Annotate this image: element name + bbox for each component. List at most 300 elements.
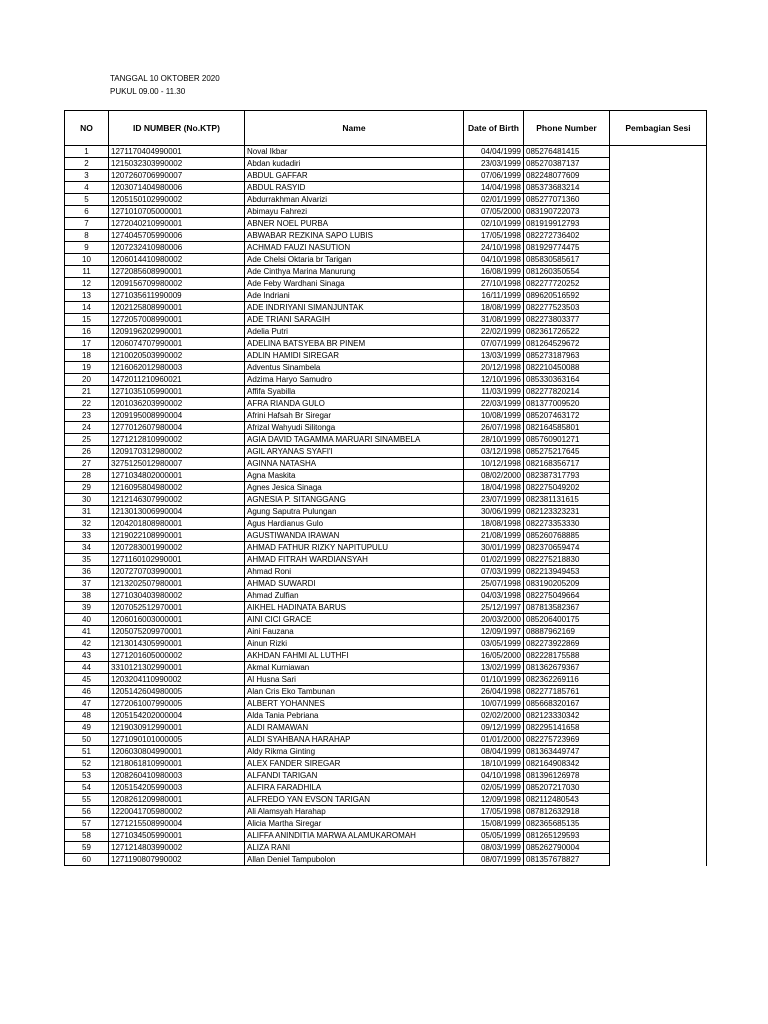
row-number: 54 — [65, 782, 109, 794]
row-phone-number: 082277820214 — [524, 386, 610, 398]
row-phone-number: 082248077609 — [524, 170, 610, 182]
row-number: 13 — [65, 290, 109, 302]
row-pembagian-sesi — [610, 158, 707, 170]
row-date-of-birth: 11/03/1999 — [464, 386, 524, 398]
table-row — [65, 662, 707, 674]
row-id-number: 1272061007990005 — [109, 698, 245, 710]
row-phone-number: 082361726522 — [524, 326, 610, 338]
row-name: Agus Hardianus Gulo — [245, 518, 464, 530]
row-pembagian-sesi — [610, 734, 707, 746]
row-name: AGINNA NATASHA — [245, 458, 464, 470]
row-name: AHMAD FATHUR RIZKY NAPITUPULU — [245, 542, 464, 554]
row-number: 44 — [65, 662, 109, 674]
row-number: 51 — [65, 746, 109, 758]
row-date-of-birth: 12/09/1997 — [464, 626, 524, 638]
row-phone-number: 083190722073 — [524, 206, 610, 218]
row-date-of-birth: 30/06/1999 — [464, 506, 524, 518]
row-id-number: 1271215508990004 — [109, 818, 245, 830]
row-number: 29 — [65, 482, 109, 494]
row-number: 40 — [65, 614, 109, 626]
row-number: 28 — [65, 470, 109, 482]
table-row — [65, 854, 707, 866]
row-number: 23 — [65, 410, 109, 422]
row-id-number: 1271170404990001 — [109, 146, 245, 158]
row-id-number: 1208261209980001 — [109, 794, 245, 806]
row-number: 10 — [65, 254, 109, 266]
row-id-number: 1271010705000001 — [109, 206, 245, 218]
row-name: ABDUL RASYID — [245, 182, 464, 194]
row-id-number: 1216095804980002 — [109, 482, 245, 494]
row-number: 11 — [65, 266, 109, 278]
row-id-number: 1209156709980002 — [109, 278, 245, 290]
row-date-of-birth: 01/02/1999 — [464, 554, 524, 566]
row-pembagian-sesi — [610, 278, 707, 290]
row-phone-number: 085207217030 — [524, 782, 610, 794]
table-row — [65, 782, 707, 794]
row-name: Alda Tania Pebriana — [245, 710, 464, 722]
row-id-number: 1271090101000005 — [109, 734, 245, 746]
row-phone-number: 082387317793 — [524, 470, 610, 482]
row-number: 3 — [65, 170, 109, 182]
row-pembagian-sesi — [610, 470, 707, 482]
row-phone-number: 082277720252 — [524, 278, 610, 290]
row-number: 57 — [65, 818, 109, 830]
row-date-of-birth: 08/02/2000 — [464, 470, 524, 482]
row-name: Ade Indriani — [245, 290, 464, 302]
row-pembagian-sesi — [610, 590, 707, 602]
table-row — [65, 302, 707, 314]
row-date-of-birth: 08/04/1999 — [464, 746, 524, 758]
row-id-number: 1205150102990002 — [109, 194, 245, 206]
row-name: AHMAD SUWARDI — [245, 578, 464, 590]
row-id-number: 1271035105990001 — [109, 386, 245, 398]
row-id-number: 1207260706990007 — [109, 170, 245, 182]
table-row — [65, 818, 707, 830]
table-row — [65, 170, 707, 182]
table-row — [65, 578, 707, 590]
row-name: ADLIN HAMIDI SIREGAR — [245, 350, 464, 362]
row-date-of-birth: 16/08/1999 — [464, 266, 524, 278]
row-number: 41 — [65, 626, 109, 638]
row-name: AGNESIA P. SITANGGANG — [245, 494, 464, 506]
row-pembagian-sesi — [610, 638, 707, 650]
row-id-number: 1274045705990006 — [109, 230, 245, 242]
row-id-number: 1271201605000002 — [109, 650, 245, 662]
header-date-of-birth: Date of Birth — [464, 111, 524, 146]
row-pembagian-sesi — [610, 506, 707, 518]
row-date-of-birth: 26/04/1998 — [464, 686, 524, 698]
table-row — [65, 842, 707, 854]
row-date-of-birth: 18/08/1998 — [464, 518, 524, 530]
row-date-of-birth: 02/10/1999 — [464, 218, 524, 230]
row-name: ALEX FANDER SIREGAR — [245, 758, 464, 770]
row-date-of-birth: 25/07/1998 — [464, 578, 524, 590]
row-id-number: 1271034802000001 — [109, 470, 245, 482]
row-name: Adventus Sinambela — [245, 362, 464, 374]
table-row — [65, 530, 707, 542]
row-phone-number: 082275049202 — [524, 482, 610, 494]
row-phone-number: 087812632918 — [524, 806, 610, 818]
row-date-of-birth: 01/01/2000 — [464, 734, 524, 746]
row-pembagian-sesi — [610, 686, 707, 698]
row-name: AIKHEL HADINATA BARUS — [245, 602, 464, 614]
time-line: PUKUL 09.00 - 11.30 — [110, 87, 186, 96]
row-number: 4 — [65, 182, 109, 194]
row-name: ADE INDRIYANI SIMANJUNTAK — [245, 302, 464, 314]
row-number: 58 — [65, 830, 109, 842]
row-phone-number: 082112480543 — [524, 794, 610, 806]
row-name: Agna Maskita — [245, 470, 464, 482]
row-phone-number: 083190205209 — [524, 578, 610, 590]
row-phone-number: 085276481415 — [524, 146, 610, 158]
table-row — [65, 434, 707, 446]
row-date-of-birth: 17/05/1998 — [464, 230, 524, 242]
row-number: 52 — [65, 758, 109, 770]
row-name: Ade Chelsi Oktaria br Tarigan — [245, 254, 464, 266]
row-id-number: 1205142604980005 — [109, 686, 245, 698]
table-row — [65, 614, 707, 626]
row-date-of-birth: 08/07/1999 — [464, 854, 524, 866]
row-phone-number: 082365685135 — [524, 818, 610, 830]
row-phone-number: 085668320167 — [524, 698, 610, 710]
row-date-of-birth: 18/10/1999 — [464, 758, 524, 770]
row-number: 30 — [65, 494, 109, 506]
row-name: ALBERT YOHANNES — [245, 698, 464, 710]
row-pembagian-sesi — [610, 314, 707, 326]
row-name: Ahmad Zulfian — [245, 590, 464, 602]
row-number: 20 — [65, 374, 109, 386]
row-name: AHMAD FITRAH WARDIANSYAH — [245, 554, 464, 566]
row-number: 42 — [65, 638, 109, 650]
row-date-of-birth: 03/12/1998 — [464, 446, 524, 458]
row-phone-number: 081264529672 — [524, 338, 610, 350]
row-name: ALDI RAMAWAN — [245, 722, 464, 734]
row-date-of-birth: 18/08/1999 — [464, 302, 524, 314]
row-date-of-birth: 08/03/1999 — [464, 842, 524, 854]
row-phone-number: 085207463172 — [524, 410, 610, 422]
row-date-of-birth: 13/03/1999 — [464, 350, 524, 362]
header-phone-number: Phone Number — [524, 111, 610, 146]
table-row — [65, 266, 707, 278]
row-name: ALIZA RANI — [245, 842, 464, 854]
row-id-number: 1210020503990002 — [109, 350, 245, 362]
row-date-of-birth: 21/08/1999 — [464, 530, 524, 542]
row-id-number: 1271214803990002 — [109, 842, 245, 854]
row-number: 36 — [65, 566, 109, 578]
row-pembagian-sesi — [610, 602, 707, 614]
row-date-of-birth: 12/10/1996 — [464, 374, 524, 386]
row-pembagian-sesi — [610, 698, 707, 710]
row-number: 34 — [65, 542, 109, 554]
table-row — [65, 242, 707, 254]
row-pembagian-sesi — [610, 650, 707, 662]
row-date-of-birth: 13/02/1999 — [464, 662, 524, 674]
row-name: ACHMAD FAUZI NASUTION — [245, 242, 464, 254]
table-row — [65, 290, 707, 302]
row-date-of-birth: 17/05/1998 — [464, 806, 524, 818]
document-header — [110, 72, 220, 98]
row-name: Abimayu Fahrezi — [245, 206, 464, 218]
row-date-of-birth: 07/06/1999 — [464, 170, 524, 182]
row-id-number: 1215032303990002 — [109, 158, 245, 170]
row-name: Ahmad Roni — [245, 566, 464, 578]
row-date-of-birth: 22/03/1999 — [464, 398, 524, 410]
table-row — [65, 386, 707, 398]
row-number: 50 — [65, 734, 109, 746]
row-pembagian-sesi — [610, 338, 707, 350]
row-number: 2 — [65, 158, 109, 170]
row-id-number: 1271035611990009 — [109, 290, 245, 302]
row-pembagian-sesi — [610, 554, 707, 566]
table-row — [65, 638, 707, 650]
row-number: 21 — [65, 386, 109, 398]
row-phone-number: 085277071360 — [524, 194, 610, 206]
row-pembagian-sesi — [610, 230, 707, 242]
row-name: ABNER NOEL PURBA — [245, 218, 464, 230]
row-date-of-birth: 04/03/1998 — [464, 590, 524, 602]
row-name: Agung Saputra Pulungan — [245, 506, 464, 518]
row-name: ALFANDI TARIGAN — [245, 770, 464, 782]
row-id-number: 1207270703990001 — [109, 566, 245, 578]
row-pembagian-sesi — [610, 782, 707, 794]
row-id-number: 1220041705980002 — [109, 806, 245, 818]
row-phone-number: 085275217645 — [524, 446, 610, 458]
row-id-number: 1272040210990001 — [109, 218, 245, 230]
row-name: AGIL ARYANAS SYAFI'I — [245, 446, 464, 458]
row-id-number: 1272057008990001 — [109, 314, 245, 326]
row-phone-number: 082213949453 — [524, 566, 610, 578]
row-date-of-birth: 27/10/1998 — [464, 278, 524, 290]
row-number: 6 — [65, 206, 109, 218]
table-row — [65, 698, 707, 710]
row-name: ABWABAR REZKINA SAPO LUBIS — [245, 230, 464, 242]
header-no: NO — [65, 111, 109, 146]
row-date-of-birth: 20/03/2000 — [464, 614, 524, 626]
row-id-number: 1205154205990003 — [109, 782, 245, 794]
row-number: 25 — [65, 434, 109, 446]
table-row — [65, 566, 707, 578]
row-id-number: 1205154202000004 — [109, 710, 245, 722]
row-name: Alicia Martha Siregar — [245, 818, 464, 830]
row-number: 1 — [65, 146, 109, 158]
table-row — [65, 146, 707, 158]
table-row — [65, 470, 707, 482]
row-id-number: 1219030912990001 — [109, 722, 245, 734]
row-name: ALIFFA ANINDITIA MARWA ALAMUKAROMAH — [245, 830, 464, 842]
row-name: AKHDAN FAHMI AL LUTHFI — [245, 650, 464, 662]
row-phone-number: 081363449747 — [524, 746, 610, 758]
row-date-of-birth: 23/07/1999 — [464, 494, 524, 506]
row-number: 35 — [65, 554, 109, 566]
row-phone-number: 081919912793 — [524, 218, 610, 230]
table-row — [65, 686, 707, 698]
row-number: 9 — [65, 242, 109, 254]
row-id-number: 1205075209970001 — [109, 626, 245, 638]
table-row — [65, 446, 707, 458]
row-number: 32 — [65, 518, 109, 530]
row-date-of-birth: 20/12/1998 — [464, 362, 524, 374]
row-phone-number: 082228175588 — [524, 650, 610, 662]
row-pembagian-sesi — [610, 146, 707, 158]
table-row — [65, 626, 707, 638]
row-phone-number: 082277185761 — [524, 686, 610, 698]
row-date-of-birth: 26/07/1998 — [464, 422, 524, 434]
row-phone-number: 082275049664 — [524, 590, 610, 602]
row-pembagian-sesi — [610, 290, 707, 302]
row-phone-number: 085270387137 — [524, 158, 610, 170]
row-number: 24 — [65, 422, 109, 434]
date-line: TANGGAL 10 OKTOBER 2020 — [110, 74, 220, 83]
row-pembagian-sesi — [610, 758, 707, 770]
row-date-of-birth: 10/08/1999 — [464, 410, 524, 422]
row-date-of-birth: 18/04/1998 — [464, 482, 524, 494]
row-number: 38 — [65, 590, 109, 602]
table-row — [65, 278, 707, 290]
row-id-number: 1216062012980003 — [109, 362, 245, 374]
row-id-number: 1206030804990001 — [109, 746, 245, 758]
row-id-number: 1271030403980002 — [109, 590, 245, 602]
row-phone-number: 082275218830 — [524, 554, 610, 566]
row-phone-number: 082277523503 — [524, 302, 610, 314]
row-pembagian-sesi — [610, 614, 707, 626]
row-phone-number: 082210450088 — [524, 362, 610, 374]
table-body — [65, 146, 707, 866]
row-number: 7 — [65, 218, 109, 230]
table-row — [65, 506, 707, 518]
row-pembagian-sesi — [610, 170, 707, 182]
row-phone-number: 081357678827 — [524, 854, 610, 866]
row-date-of-birth: 28/10/1999 — [464, 434, 524, 446]
row-pembagian-sesi — [610, 842, 707, 854]
row-pembagian-sesi — [610, 746, 707, 758]
row-id-number: 1207283001990002 — [109, 542, 245, 554]
row-phone-number: 085373683214 — [524, 182, 610, 194]
row-pembagian-sesi — [610, 566, 707, 578]
row-name: Adzima Haryo Samudro — [245, 374, 464, 386]
row-id-number: 1209195008990004 — [109, 410, 245, 422]
row-pembagian-sesi — [610, 482, 707, 494]
row-date-of-birth: 10/07/1999 — [464, 698, 524, 710]
row-pembagian-sesi — [610, 542, 707, 554]
row-name: AFRA RIANDA GULO — [245, 398, 464, 410]
row-number: 26 — [65, 446, 109, 458]
row-id-number: 1277012607980004 — [109, 422, 245, 434]
row-name: Aini Fauzana — [245, 626, 464, 638]
row-phone-number: 082295141658 — [524, 722, 610, 734]
row-phone-number: 082381131615 — [524, 494, 610, 506]
row-pembagian-sesi — [610, 218, 707, 230]
row-pembagian-sesi — [610, 530, 707, 542]
row-id-number: 1271034505990001 — [109, 830, 245, 842]
row-phone-number: 085830585617 — [524, 254, 610, 266]
row-id-number: 1201036203990002 — [109, 398, 245, 410]
row-date-of-birth: 07/07/1999 — [464, 338, 524, 350]
table-row — [65, 722, 707, 734]
row-pembagian-sesi — [610, 662, 707, 674]
row-date-of-birth: 03/05/1999 — [464, 638, 524, 650]
row-name: Alan Cris Eko Tambunan — [245, 686, 464, 698]
row-pembagian-sesi — [610, 818, 707, 830]
row-id-number: 1271160102990001 — [109, 554, 245, 566]
row-id-number: 1271212810990002 — [109, 434, 245, 446]
row-id-number: 1218061810990001 — [109, 758, 245, 770]
table-row — [65, 590, 707, 602]
row-id-number: 3310121302990001 — [109, 662, 245, 674]
row-pembagian-sesi — [610, 710, 707, 722]
row-pembagian-sesi — [610, 578, 707, 590]
row-pembagian-sesi — [610, 326, 707, 338]
row-id-number: 1272085608990001 — [109, 266, 245, 278]
row-id-number: 1209170312980002 — [109, 446, 245, 458]
table-header-row — [65, 111, 707, 146]
participant-table — [64, 110, 707, 866]
row-phone-number: 081362679367 — [524, 662, 610, 674]
row-name: Akmal Kurniawan — [245, 662, 464, 674]
row-phone-number: 082362269116 — [524, 674, 610, 686]
table-row — [65, 806, 707, 818]
row-number: 14 — [65, 302, 109, 314]
row-pembagian-sesi — [610, 398, 707, 410]
row-pembagian-sesi — [610, 266, 707, 278]
row-pembagian-sesi — [610, 242, 707, 254]
table-row — [65, 482, 707, 494]
row-phone-number: 085273187963 — [524, 350, 610, 362]
row-number: 17 — [65, 338, 109, 350]
row-id-number: 1202125808990001 — [109, 302, 245, 314]
row-name: Abdan kudadiri — [245, 158, 464, 170]
row-pembagian-sesi — [610, 518, 707, 530]
row-id-number: 1209196202990001 — [109, 326, 245, 338]
row-phone-number: 082123323231 — [524, 506, 610, 518]
row-date-of-birth: 30/01/1999 — [464, 542, 524, 554]
row-number: 43 — [65, 650, 109, 662]
row-date-of-birth: 31/08/1999 — [464, 314, 524, 326]
row-date-of-birth: 02/01/1999 — [464, 194, 524, 206]
table-row — [65, 650, 707, 662]
row-pembagian-sesi — [610, 374, 707, 386]
table-row — [65, 710, 707, 722]
row-number: 18 — [65, 350, 109, 362]
row-phone-number: 082272736402 — [524, 230, 610, 242]
row-pembagian-sesi — [610, 446, 707, 458]
row-date-of-birth: 01/10/1999 — [464, 674, 524, 686]
row-name: Afrizal Wahyudi Silitonga — [245, 422, 464, 434]
row-number: 56 — [65, 806, 109, 818]
row-pembagian-sesi — [610, 770, 707, 782]
row-name: Ali Alamsyah Harahap — [245, 806, 464, 818]
row-pembagian-sesi — [610, 626, 707, 638]
table-row — [65, 770, 707, 782]
row-id-number: 3275125012980007 — [109, 458, 245, 470]
row-date-of-birth: 10/12/1998 — [464, 458, 524, 470]
row-name: Aldy Rikma Ginting — [245, 746, 464, 758]
header-name: Name — [245, 111, 464, 146]
row-pembagian-sesi — [610, 674, 707, 686]
row-phone-number: 085760901271 — [524, 434, 610, 446]
row-name: Ainun Rizki — [245, 638, 464, 650]
table-row — [65, 398, 707, 410]
row-date-of-birth: 02/05/1999 — [464, 782, 524, 794]
table-row — [65, 554, 707, 566]
row-date-of-birth: 04/10/1998 — [464, 770, 524, 782]
row-pembagian-sesi — [610, 434, 707, 446]
row-phone-number: 081377009520 — [524, 398, 610, 410]
table-row — [65, 314, 707, 326]
row-date-of-birth: 02/02/2000 — [464, 710, 524, 722]
row-id-number: 1207052512970001 — [109, 602, 245, 614]
header-pembagian-sesi: Pembagian Sesi — [610, 111, 707, 146]
row-id-number: 1472011210960021 — [109, 374, 245, 386]
